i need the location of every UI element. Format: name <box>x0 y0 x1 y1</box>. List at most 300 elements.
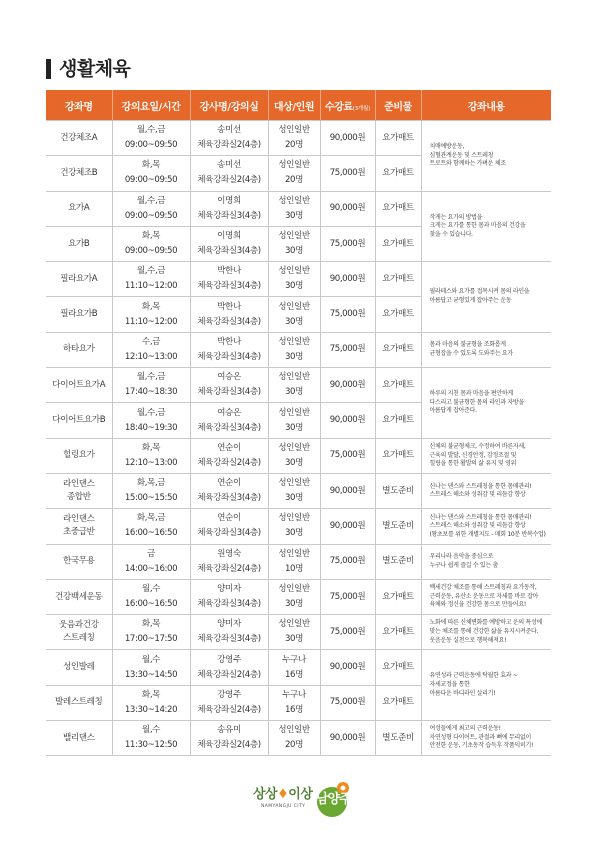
course-prep <box>375 403 421 438</box>
course-instructor-line: 원영숙 <box>217 548 241 559</box>
course-target <box>268 509 320 544</box>
course-description-line: 육체와 정신을 건강한 몸으로 만들어요! <box>429 601 526 609</box>
course-schedule <box>112 121 190 156</box>
course-target <box>268 721 320 756</box>
course-description <box>421 438 551 473</box>
city-logo <box>253 779 353 821</box>
course-fee <box>320 579 375 614</box>
course-instructor-line: 체육강좌실3(4층) <box>197 422 261 433</box>
course-description <box>421 262 551 333</box>
course-fee <box>320 721 375 756</box>
course-instructor <box>190 403 268 438</box>
course-fee <box>320 368 375 403</box>
table-row <box>46 438 551 473</box>
course-description-line: 유연성과 근력운동에 탁월한 효과 ~ <box>429 672 518 680</box>
course-fee <box>320 650 375 685</box>
course-fee <box>320 438 375 473</box>
course-schedule <box>112 226 190 261</box>
course-schedule-line: 09:00~09:50 <box>124 175 178 186</box>
course-schedule-line: 09:00~09:50 <box>124 140 178 151</box>
course-description-line: 신나는 댄스와 스트레칭을 통한 몸매관리! <box>429 482 532 490</box>
course-fee-line: 75,000원 <box>329 238 366 249</box>
course-table <box>46 90 551 756</box>
course-name-line: 다이어트요가A <box>52 379 106 390</box>
course-target-line: 30명 <box>284 599 304 609</box>
course-instructor-line: 체육강좌실2(4층) <box>197 563 261 574</box>
course-schedule-line: 15:00~15:50 <box>124 493 178 504</box>
course-description <box>421 332 551 367</box>
course-schedule-line: 월,수,금 <box>136 266 166 277</box>
course-name-line: 건강체조B <box>60 167 98 178</box>
course-prep-line: 요가매트 <box>382 344 414 355</box>
course-description-line: 몸과 마음의 불균형을 조화롭게 <box>429 341 506 349</box>
course-schedule-line: 11:10~12:00 <box>124 281 178 292</box>
table-row <box>46 615 551 650</box>
course-schedule-line: 화,목 <box>141 231 161 242</box>
course-instructor-line: 박한나 <box>217 336 241 347</box>
course-instructor <box>190 191 268 226</box>
course-instructor-line: 체육강좌실2(4층) <box>197 704 261 715</box>
course-target-line: 20명 <box>284 175 304 186</box>
course-prep <box>375 473 421 508</box>
header-content: 강좌내용 <box>421 90 551 121</box>
course-fee-line: 90,000원 <box>329 132 366 143</box>
course-description-line: 스트레스 해소와 성취감 및 리듬감 향상 <box>429 491 526 499</box>
course-target-line: 성인일반 <box>278 619 310 630</box>
course-schedule-line: 화,목 <box>141 160 161 171</box>
course-instructor-line: 송미선 <box>217 125 241 136</box>
course-schedule-line: 11:30~12:50 <box>124 740 178 751</box>
course-schedule-line: 13:30~14:20 <box>124 704 178 715</box>
course-description-line: 백세건강 체조를 통해 스트레칭과 요가동작, <box>429 584 537 592</box>
course-name-line: 초중급반 <box>62 527 95 538</box>
course-name-line: 건강체조A <box>60 132 98 143</box>
course-fee <box>320 332 375 367</box>
course-schedule <box>112 262 190 297</box>
course-instructor <box>190 579 268 614</box>
course-schedule-line: 09:00~09:50 <box>124 210 178 221</box>
course-prep <box>375 368 421 403</box>
course-schedule-line: 화,목 <box>141 689 161 700</box>
course-name-line: 건강백세운동 <box>55 591 103 602</box>
course-description-line: 힐링을 통한 활발의 삶 유지 및 영위 <box>429 460 517 468</box>
header-fee-note: (3개월) <box>352 105 371 112</box>
course-description-line: 트로트와 함께하는 가벼운 체조 <box>429 160 506 168</box>
course-schedule <box>112 685 190 720</box>
course-description <box>421 121 551 192</box>
course-name <box>46 685 112 720</box>
course-description <box>421 650 551 721</box>
course-description-line: 여성들에게 최고의 근력운동! <box>429 725 501 733</box>
course-description-line: 아름답게 잡아준다. <box>429 407 477 415</box>
course-description-line: 신체의 불균형체크, 수정하여 바른자세, <box>429 442 526 450</box>
course-name <box>46 156 112 191</box>
course-instructor-line: 체육강좌실3(4층) <box>197 634 261 645</box>
course-instructor <box>190 121 268 156</box>
course-instructor-line: 체육강좌실3(4층) <box>197 281 261 292</box>
course-description-line: 심혈관계운동 및 스트레칭 <box>429 151 494 159</box>
course-name-line: 스트레칭 <box>62 633 95 644</box>
course-schedule-line: 화,목 <box>141 619 161 630</box>
course-prep-line: 요가매트 <box>382 697 414 708</box>
course-instructor-line: 강영주 <box>217 654 241 665</box>
course-schedule <box>112 579 190 614</box>
title-bar-marker <box>46 59 51 79</box>
course-target-line: 성인일반 <box>278 336 310 347</box>
course-prep <box>375 332 421 367</box>
course-schedule-line: 11:10~12:00 <box>124 316 178 327</box>
course-target <box>268 297 320 332</box>
course-fee <box>320 403 375 438</box>
course-target-line: 누구나 <box>282 689 306 700</box>
course-prep-line: 별도준비 <box>382 485 414 496</box>
logo-city-name: NAMYANGJU CITY <box>261 804 306 809</box>
course-prep-line: 요가매트 <box>382 273 414 284</box>
course-description-line: 하루의 지친 몸과 마음을 편안하게 <box>429 389 513 397</box>
course-target <box>268 191 320 226</box>
course-schedule-line: 09:00~09:50 <box>124 246 178 257</box>
course-prep <box>375 685 421 720</box>
course-instructor-line: 연순이 <box>217 513 241 524</box>
course-instructor-line: 이명희 <box>217 195 241 206</box>
course-schedule-line: 수,금 <box>141 336 161 347</box>
course-schedule-line: 월,수,금 <box>136 195 166 206</box>
course-description-line: 안전한 운동, 기초동작 습득후 작품익히기! <box>429 742 534 750</box>
course-schedule <box>112 509 190 544</box>
course-fee-line: 90,000원 <box>329 415 366 426</box>
logo-mark-text: 남양주 <box>316 792 351 807</box>
course-name <box>46 438 112 473</box>
header-instructor: 강사명/강의실 <box>190 90 268 121</box>
course-prep-line: 요가매트 <box>382 450 414 461</box>
course-instructor-line: 체육강좌실2(4층) <box>197 740 261 751</box>
course-instructor-line: 박한나 <box>217 301 241 312</box>
course-name-line: 필라요가A <box>60 273 98 284</box>
course-description-line: 작게는 요가의 방법을 <box>429 213 483 221</box>
course-prep <box>375 191 421 226</box>
course-fee-line: 75,000원 <box>329 450 366 461</box>
course-target <box>268 121 320 156</box>
course-name <box>46 615 112 650</box>
course-description <box>421 368 551 439</box>
course-prep-line: 요가매트 <box>382 309 414 320</box>
course-name <box>46 191 112 226</box>
course-target-line: 성인일반 <box>278 478 310 489</box>
course-instructor-line: 송미선 <box>217 160 241 171</box>
course-name <box>46 544 112 579</box>
course-instructor-line: 양미자 <box>217 619 241 630</box>
table-row <box>46 332 551 367</box>
course-description <box>421 615 551 650</box>
course-target-line: 성인일반 <box>278 513 310 524</box>
course-name <box>46 721 112 756</box>
course-instructor <box>190 297 268 332</box>
course-name <box>46 403 112 438</box>
course-fee <box>320 685 375 720</box>
course-name-line: 하타요가 <box>62 344 95 355</box>
course-schedule <box>112 721 190 756</box>
course-fee-line: 90,000원 <box>329 732 366 743</box>
course-instructor-line: 송유미 <box>217 725 241 736</box>
course-schedule <box>112 332 190 367</box>
course-fee <box>320 156 375 191</box>
course-fee-line: 75,000원 <box>329 697 366 708</box>
course-instructor-line: 체육강좌실3(4층) <box>197 246 261 257</box>
course-name <box>46 473 112 508</box>
course-instructor-line: 체육강좌실3(4층) <box>197 528 261 539</box>
course-name-line: 밸리댄스 <box>62 732 95 743</box>
course-prep <box>375 156 421 191</box>
course-description-line: 크게는 요가를 통한 몸과 마음의 건강을 <box>429 222 526 230</box>
course-description-line: 맞는 체조를 통해 건강한 삶을 유지시켜준다. <box>429 628 539 635</box>
course-description-line: 웃음운동 실천으로 행복해져요! <box>429 636 507 644</box>
logo-slogan <box>253 787 312 803</box>
course-fee-line: 90,000원 <box>329 520 366 531</box>
course-name-line: 다이어트요가B <box>52 415 106 426</box>
course-prep <box>375 544 421 579</box>
course-target <box>268 332 320 367</box>
course-description-line: 자연성형 다이어트, 관절과 뼈에 무리없이 <box>429 733 531 741</box>
course-fee <box>320 615 375 650</box>
page-title: 생활체육 <box>59 58 131 80</box>
logo-slogan-a: 상상 <box>253 787 278 802</box>
course-prep <box>375 262 421 297</box>
course-description <box>421 721 551 756</box>
course-schedule-line: 월,수 <box>141 584 161 594</box>
table-row <box>46 191 551 226</box>
course-instructor <box>190 544 268 579</box>
course-description-line: 필라테스와 요가를 접목시켜 몸의 라인을 <box>429 288 530 296</box>
course-fee-line: 75,000원 <box>329 626 366 637</box>
course-description-line: 근육의 발달, 신경안정, 감정조절 및 <box>429 451 517 459</box>
course-prep-line: 요가매트 <box>382 626 414 637</box>
course-schedule <box>112 191 190 226</box>
header-fee-label: 수강료 <box>324 101 353 113</box>
course-name-line: 한국무용 <box>62 556 95 567</box>
course-fee-line: 75,000원 <box>329 556 366 567</box>
course-prep-line: 요가매트 <box>382 662 414 673</box>
course-schedule-line: 16:00~16:50 <box>124 528 178 539</box>
course-target-line: 성인일반 <box>278 548 310 559</box>
course-schedule-line: 월,수,금 <box>136 372 166 383</box>
course-instructor-line: 체육강좌실3(4층) <box>197 387 261 398</box>
course-schedule-line: 화,목,금 <box>136 513 166 524</box>
course-prep-line: 요가매트 <box>382 591 414 602</box>
course-prep <box>375 121 421 156</box>
course-description-line: 누구나 쉽게 즐길 수 있는 춤 <box>429 561 498 569</box>
course-schedule <box>112 615 190 650</box>
course-target <box>268 685 320 720</box>
course-instructor-line: 여승온 <box>217 407 241 418</box>
course-instructor-line: 체육강좌실2(4층) <box>197 457 261 468</box>
course-prep <box>375 226 421 261</box>
table-row <box>46 650 551 685</box>
header-prep: 준비물 <box>375 90 421 121</box>
course-name-line: 종합반 <box>66 492 91 503</box>
course-description-line: 균형잡을 수 있도록 도와주는 요가 <box>429 349 513 357</box>
course-target-line: 누구나 <box>282 654 306 665</box>
course-prep-line: 요가매트 <box>382 203 414 214</box>
course-schedule-line: 12:10~13:00 <box>124 351 178 362</box>
course-schedule <box>112 297 190 332</box>
course-name <box>46 226 112 261</box>
course-schedule-line: 18:40~19:30 <box>124 422 178 433</box>
course-target <box>268 579 320 614</box>
course-instructor-line: 체육강좌실3(4층) <box>197 493 261 504</box>
table-row <box>46 473 551 508</box>
course-name <box>46 121 112 156</box>
course-schedule <box>112 368 190 403</box>
course-target-line: 10명 <box>284 563 304 574</box>
course-description-line: 아름답고 균형있게 잡아주는 운동 <box>429 296 512 304</box>
course-target <box>268 544 320 579</box>
course-target-line: 성인일반 <box>278 372 310 383</box>
course-prep <box>375 721 421 756</box>
course-instructor <box>190 721 268 756</box>
course-target-line: 성인일반 <box>278 125 310 136</box>
course-instructor <box>190 650 268 685</box>
course-target-line: 30명 <box>284 351 304 362</box>
course-description <box>421 544 551 579</box>
course-prep-line: 별도준비 <box>382 520 414 531</box>
course-fee-line: 90,000원 <box>329 273 366 284</box>
table-row <box>46 544 551 579</box>
table-row <box>46 262 551 297</box>
course-description-line: 찾을 수 있습니다. <box>429 230 473 238</box>
course-instructor-line: 연순이 <box>217 442 241 453</box>
course-description <box>421 473 551 508</box>
course-prep-line: 별도준비 <box>382 556 414 567</box>
course-fee <box>320 121 375 156</box>
course-name-line: 라인댄스 <box>62 479 95 490</box>
course-name-line: 요가A <box>68 203 90 214</box>
course-target <box>268 156 320 191</box>
course-target <box>268 473 320 508</box>
course-instructor-line: 체육강좌실2(4층) <box>197 140 261 151</box>
course-schedule-line: 화,목 <box>141 442 161 453</box>
course-target <box>268 403 320 438</box>
course-description-line: 치매예방운동, <box>429 142 465 150</box>
course-schedule-line: 12:10~13:00 <box>124 457 178 468</box>
course-target-line: 30명 <box>284 634 304 645</box>
course-target-line: 성인일반 <box>278 442 310 453</box>
table-row <box>46 121 551 156</box>
course-target <box>268 438 320 473</box>
course-prep-line: 요가매트 <box>382 379 414 390</box>
logo-slogan-mark: ♦ <box>277 787 289 802</box>
course-description-line: 다스리고 불균형한 몸의 라인과 자방을 <box>429 398 524 406</box>
course-target-line: 30명 <box>284 493 304 504</box>
course-name <box>46 509 112 544</box>
course-target-line: 성인일반 <box>278 266 310 277</box>
course-prep-line: 요가매트 <box>382 415 414 426</box>
course-target-line: 성인일반 <box>278 160 310 171</box>
course-instructor-line: 양미자 <box>217 584 241 594</box>
course-name-line: 성인발레 <box>62 662 95 673</box>
course-name-line: 발레스트레칭 <box>55 697 103 708</box>
course-instructor <box>190 438 268 473</box>
course-fee-line: 90,000원 <box>329 485 366 496</box>
course-name <box>46 262 112 297</box>
course-fee <box>320 473 375 508</box>
course-fee-line: 75,000원 <box>329 344 366 355</box>
course-instructor-line: 체육강좌실2(4층) <box>197 669 261 680</box>
course-target <box>268 368 320 403</box>
course-fee <box>320 226 375 261</box>
course-name <box>46 368 112 403</box>
course-prep <box>375 297 421 332</box>
course-fee-line: 75,000원 <box>329 309 366 320</box>
table-body <box>46 121 551 756</box>
course-instructor <box>190 368 268 403</box>
course-fee <box>320 544 375 579</box>
table-row <box>46 509 551 544</box>
course-target-line: 16명 <box>284 704 304 715</box>
course-instructor-line: 체육강좌실3(4층) <box>197 599 261 609</box>
course-name-line: 필라요가B <box>60 309 98 320</box>
course-target-line: 30명 <box>284 316 304 327</box>
course-schedule-line: 화,목,금 <box>136 478 166 489</box>
course-schedule <box>112 403 190 438</box>
course-description-line: 자세교정을 통한 <box>429 680 470 688</box>
course-instructor-line: 체육강좌실3(4층) <box>197 351 261 362</box>
course-instructor-line: 박한나 <box>217 266 241 277</box>
course-fee <box>320 262 375 297</box>
course-target <box>268 262 320 297</box>
course-instructor-line: 여승온 <box>217 372 241 383</box>
course-target-line: 30명 <box>284 246 304 257</box>
course-name <box>46 332 112 367</box>
course-fee-line: 75,000원 <box>329 591 366 602</box>
table-row <box>46 721 551 756</box>
course-schedule-line: 월,수 <box>141 654 161 665</box>
course-description-line: 근력운동, 유산소 운동으로 자세를 바로 잡아 <box>429 592 539 600</box>
course-instructor <box>190 509 268 544</box>
course-schedule-line: 17:00~17:50 <box>124 634 178 645</box>
course-instructor-line: 연순이 <box>217 478 241 489</box>
course-fee <box>320 297 375 332</box>
course-name-line: 라인댄스 <box>62 514 95 525</box>
course-target <box>268 615 320 650</box>
course-target-line: 성인일반 <box>278 195 310 206</box>
course-description <box>421 191 551 262</box>
course-description-line: 노화에 따른 신체변화를 예방하고 운의 특성에 <box>429 619 542 627</box>
course-target-line: 성인일반 <box>278 231 310 242</box>
course-name <box>46 650 112 685</box>
course-fee-line: 90,000원 <box>329 203 366 214</box>
course-target-line: 30명 <box>284 457 304 468</box>
logo-slogan-b: 이상 <box>288 787 313 802</box>
course-description-line: 신나는 댄스와 스트레칭을 통한 몸매관리! <box>429 513 532 521</box>
course-prep <box>375 579 421 614</box>
course-description <box>421 579 551 614</box>
course-target <box>268 650 320 685</box>
course-instructor-line: 이명희 <box>217 231 241 242</box>
course-instructor <box>190 156 268 191</box>
course-fee-line: 75,000원 <box>329 167 366 178</box>
course-schedule-line: 17:40~18:30 <box>124 387 178 398</box>
course-instructor <box>190 615 268 650</box>
course-prep-line: 별도준비 <box>382 732 414 743</box>
course-description-line: 아름다운 바디라인 살리기! <box>429 689 496 697</box>
course-fee <box>320 509 375 544</box>
course-instructor <box>190 332 268 367</box>
course-schedule <box>112 473 190 508</box>
course-target <box>268 226 320 261</box>
course-description-line: 우리나라 음악을 중심으로 <box>429 553 494 561</box>
course-instructor-line: 강영주 <box>217 689 241 700</box>
course-target-line: 30명 <box>284 281 304 292</box>
